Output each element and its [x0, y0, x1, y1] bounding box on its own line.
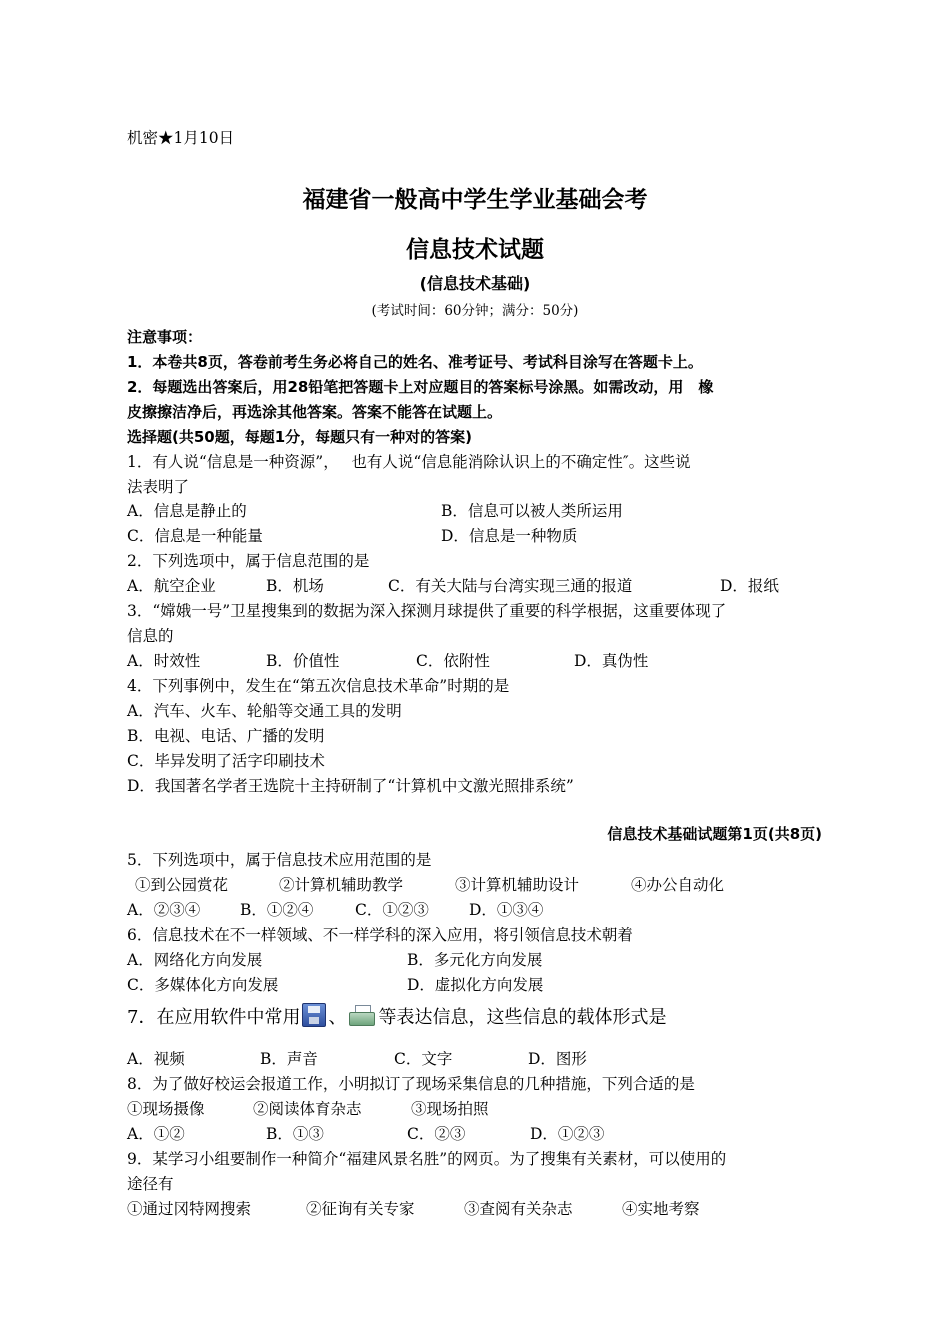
q1-option-b: B．信息可以被人类所运用: [441, 502, 623, 520]
q5-item-4: ④办公自动化: [631, 876, 725, 894]
q8-stem: 8．为了做好校运会报道工作，小明拟订了现场采集信息的几种措施，下列合适的是: [127, 1075, 695, 1093]
q2-option-b: B．机场: [266, 577, 324, 595]
q5-option-d: D．①③④: [469, 901, 544, 919]
q3-option-c: C．依附性: [416, 652, 490, 670]
note-2b: 皮擦擦洁净后，再选涂其他答案。答案不能答在试题上。: [127, 403, 503, 421]
q3-stem-a: 3．“嫦娥一号”卫星搜集到的数据为深入探测月球提供了重要的科学根据，这重要体现了: [127, 602, 727, 620]
q8-option-c: C．②③: [407, 1125, 466, 1143]
q8-item-1: ①现场摄像: [127, 1100, 205, 1118]
q9-item-1: ①通过冈特网搜索: [127, 1200, 252, 1218]
q3-option-a: A．时效性: [127, 652, 201, 670]
q5-item-2: ②计算机辅助教学: [279, 876, 404, 894]
q7-option-d: D．图形: [528, 1050, 587, 1068]
q8-option-a: A．①②: [127, 1125, 185, 1143]
q7-stem-sep: 、: [328, 1007, 347, 1028]
exam-meta: (考试时间：60分钟；满分：50分): [371, 303, 579, 319]
note-1: 1．本卷共8页，答卷前考生务必将自己的姓名、准考证号、考试科目涂写在答题卡上。: [127, 353, 703, 371]
confidential-mark: 机密★1月10日: [127, 129, 235, 147]
q5-stem: 5．下列选项中，属于信息技术应用范围的是: [127, 851, 432, 869]
q7-stem: [127, 1003, 666, 1031]
q1-option-d: D．信息是一种物质: [441, 527, 578, 545]
q9-item-3: ③查阅有关杂志: [464, 1200, 573, 1218]
q6-option-b: B．多元化方向发展: [407, 951, 543, 969]
q8-item-2: ②阅读体育杂志: [253, 1100, 362, 1118]
exam-title: 福建省一般高中学生学业基础会考: [302, 187, 648, 213]
q2-option-c: C．有关大陆与台湾实现三通的报道: [388, 577, 633, 595]
note-2a: 2．每题选出答案后，用28铅笔把答题卡上对应题目的答案标号涂黑。如需改动，用 橡: [127, 378, 714, 396]
q3-stem-b: 信息的: [127, 627, 174, 645]
save-icon: [302, 1003, 326, 1027]
q7-option-a: A．视频: [127, 1050, 185, 1068]
q7-stem-post: 等表达信息，这些信息的载体形式是: [378, 1007, 667, 1028]
q9-stem-a: 9．某学习小组要制作一种简介“福建风景名胜”的网页。为了搜集有关素材，可以使用的: [127, 1150, 727, 1168]
q5-option-b: B．①②④: [240, 901, 314, 919]
page-footer: 信息技术基础试题第1页(共8页): [607, 825, 822, 843]
q4-option-b: B．电视、电话、广播的发明: [127, 727, 325, 745]
q8-option-b: B．①③: [266, 1125, 324, 1143]
notes-heading: 注意事项：: [127, 328, 203, 346]
exam-subject-title: 信息技术试题: [406, 237, 544, 263]
q5-option-a: A．②③④: [127, 901, 201, 919]
print-icon: [348, 1005, 376, 1027]
q1-option-c: C．信息是一种能量: [127, 527, 263, 545]
q3-option-d: D．真伪性: [574, 652, 649, 670]
q2-option-d: D．报纸: [720, 577, 779, 595]
q1-option-a: A．信息是静止的: [127, 502, 247, 520]
q8-item-3: ③现场拍照: [411, 1100, 489, 1118]
exam-subtitle: (信息技术基础): [419, 274, 531, 293]
q4-option-d: D．我国著名学者王选院十主持研制了“计算机中文激光照排系统”: [127, 777, 574, 795]
q2-stem: 2．下列选项中，属于信息范围的是: [127, 552, 370, 570]
q6-option-d: D．虚拟化方向发展: [407, 976, 544, 994]
q1-stem-a: 1．有人说“信息是一种资源”， 也有人说“信息能消除认识上的不确定性″。这些说: [127, 453, 691, 471]
q7-stem-pre: 7．在应用软件中常用: [127, 1007, 301, 1028]
q6-option-a: A．网络化方向发展: [127, 951, 263, 969]
q5-option-c: C．①②③: [355, 901, 429, 919]
q2-option-a: A．航空企业: [127, 577, 216, 595]
q7-option-c: C．文字: [394, 1050, 453, 1068]
q9-stem-b: 途径有: [127, 1175, 174, 1193]
q4-stem: 4．下列事例中，发生在“第五次信息技术革命”时期的是: [127, 677, 510, 695]
q5-item-3: ③计算机辅助设计: [455, 876, 580, 894]
q6-option-c: C．多媒体化方向发展: [127, 976, 279, 994]
q3-option-b: B．价值性: [266, 652, 340, 670]
q9-item-4: ④实地考察: [622, 1200, 700, 1218]
q7-option-b: B．声音: [260, 1050, 318, 1068]
section-heading: 选择题(共50题，每题1分，每题只有一种对的答案): [127, 428, 473, 446]
q6-stem: 6．信息技术在不一样领域、不一样学科的深入应用，将引领信息技术朝着: [127, 926, 633, 944]
q4-option-c: C．毕异发明了活字印刷技术: [127, 752, 325, 770]
q9-item-2: ②征询有关专家: [306, 1200, 415, 1218]
q5-item-1: ①到公园赏花: [135, 876, 229, 894]
q1-stem-b: 法表明了: [127, 478, 190, 496]
q4-option-a: A．汽车、火车、轮船等交通工具的发明: [127, 702, 402, 720]
q8-option-d: D．①②③: [530, 1125, 605, 1143]
